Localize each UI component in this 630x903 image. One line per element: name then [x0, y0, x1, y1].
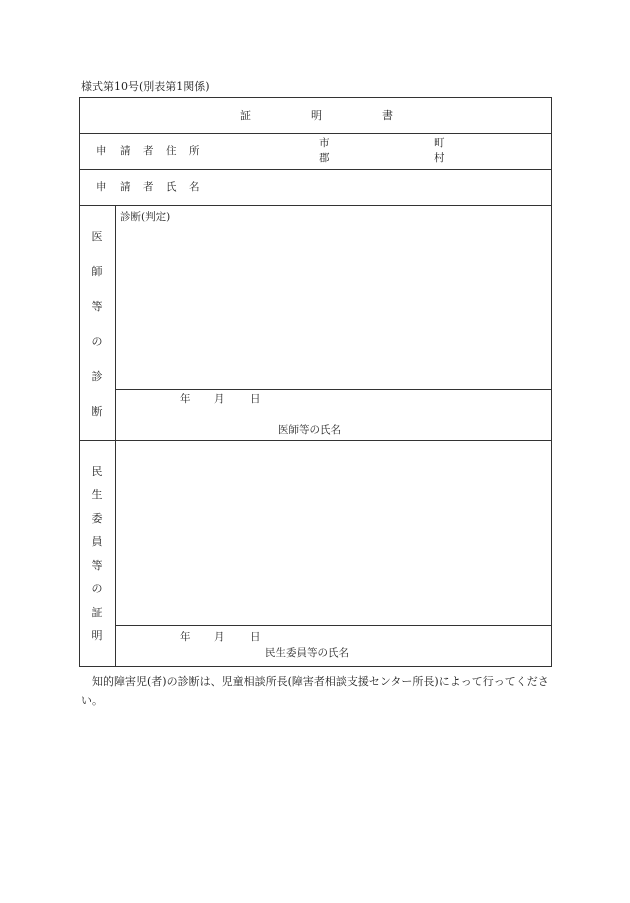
- label-char: 申: [96, 145, 107, 157]
- footnote: 知的障害児(者)の診断は、児童相談所長(障害者相談支援センター所長)によって行ってください。: [81, 675, 549, 707]
- side-char: 明: [91, 629, 103, 642]
- label-char: 氏: [166, 181, 177, 193]
- day-unit: 日: [250, 393, 261, 405]
- label-char: 名: [189, 181, 200, 193]
- village-unit: 村: [434, 152, 445, 164]
- side-char: 断: [91, 405, 103, 418]
- date-row-divider: [115, 625, 552, 626]
- title-char: 証: [240, 109, 251, 122]
- diagnosis-label: 診断(判定): [120, 211, 171, 223]
- side-char: 診: [91, 370, 103, 383]
- side-char: 師: [91, 265, 103, 278]
- row-divider: [79, 169, 552, 170]
- commissioner-certification-field[interactable]: [118, 444, 548, 622]
- label-char: 者: [143, 181, 154, 193]
- side-char: の: [91, 335, 103, 348]
- month-unit: 月: [214, 393, 225, 405]
- year-unit: 年: [180, 393, 191, 405]
- doctor-signature-label: 医師等の氏名: [278, 424, 341, 436]
- label-char: 申: [96, 181, 107, 193]
- side-char: 員: [91, 535, 103, 548]
- side-char: 生: [91, 488, 103, 501]
- title-char: 明: [311, 109, 322, 122]
- year-unit: 年: [180, 631, 191, 643]
- row-divider: [79, 205, 552, 206]
- month-unit: 月: [214, 631, 225, 643]
- side-char: 委: [91, 512, 103, 525]
- town-unit: 町: [434, 137, 445, 149]
- side-char: の: [91, 582, 103, 595]
- side-char: 証: [91, 606, 103, 619]
- label-char: 住: [166, 145, 177, 157]
- side-char: 医: [91, 230, 103, 243]
- date-row-divider: [115, 389, 552, 390]
- applicant-name-field[interactable]: [230, 172, 548, 202]
- side-char: 民: [91, 465, 103, 478]
- city-unit: 市: [319, 137, 330, 149]
- label-char: 者: [143, 145, 154, 157]
- form-number-label: 様式第10号(別表第1関係): [81, 80, 210, 93]
- row-divider: [79, 440, 552, 441]
- section-column-divider: [115, 205, 116, 667]
- title-char: 書: [382, 109, 393, 122]
- label-char: 請: [120, 181, 131, 193]
- side-char: 等: [91, 559, 103, 572]
- county-unit: 郡: [319, 152, 330, 164]
- label-char: 請: [120, 145, 131, 157]
- label-char: 所: [189, 145, 200, 157]
- commissioner-signature-label: 民生委員等の氏名: [265, 647, 349, 659]
- day-unit: 日: [250, 631, 261, 643]
- side-char: 等: [91, 300, 103, 313]
- row-divider: [79, 133, 552, 134]
